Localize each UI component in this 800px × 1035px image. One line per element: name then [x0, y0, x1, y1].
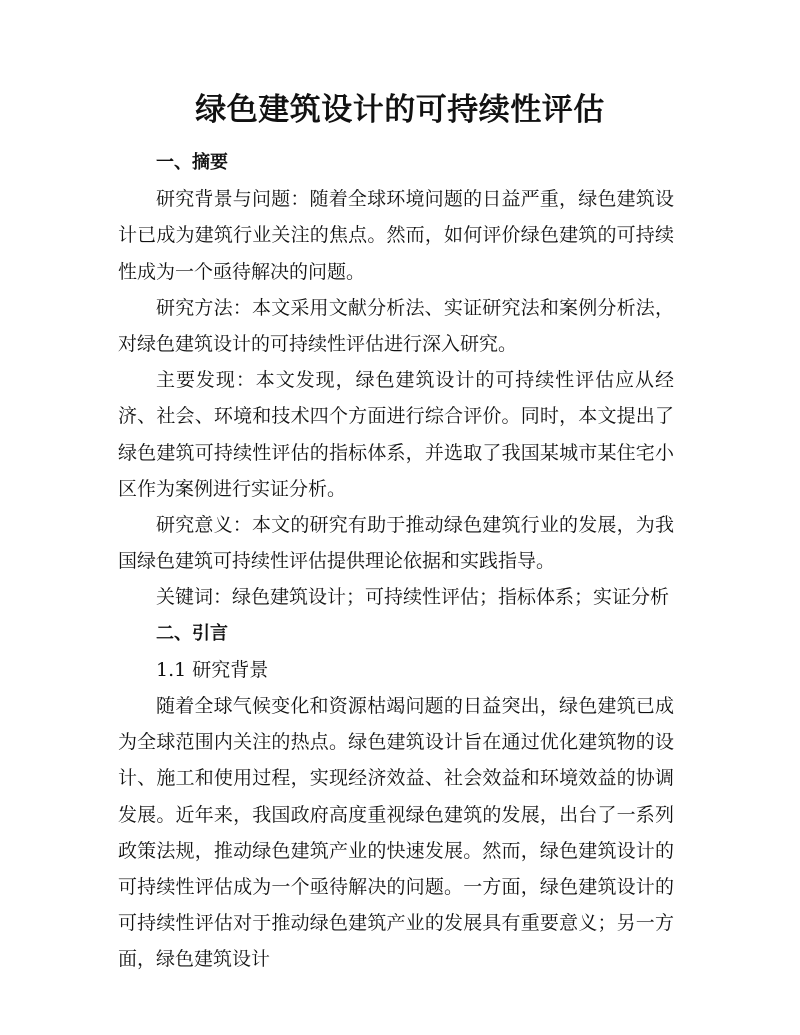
abstract-findings-paragraph: 主要发现：本文发现，绿色建筑设计的可持续性评估应从经济、社会、环境和技术四个方面进行综合评价。同时，本文提出了绿色建筑可持续性评估的指标体系，并选取了我国某城市某住宅小区作为案例进行实证分析。 [118, 369, 674, 500]
abstract-background-paragraph: 研究背景与问题：随着全球环境问题的日益严重，绿色建筑设计已成为建筑行业关注的焦点。然而，如何评价绿色建筑的可持续性成为一个亟待解决的问题。 [118, 188, 674, 283]
keywords-line: 关键词：绿色建筑设计；可持续性评估；指标体系；实证分析 [156, 586, 670, 609]
abstract-significance-paragraph: 研究意义：本文的研究有助于推动绿色建筑行业的发展，为我国绿色建筑可持续性评估提供理论依据和实践指导。 [118, 514, 674, 573]
section-heading-abstract: 一、摘要 [156, 152, 228, 173]
subsection-heading-research-background: 1.1 研究背景 [156, 658, 269, 681]
abstract-method-paragraph: 研究方法：本文采用文献分析法、实证研究法和案例分析法，对绿色建筑设计的可持续性评估进行深入研究。 [118, 296, 674, 356]
document-body [118, 145, 674, 978]
document-title: 绿色建筑设计的可持续性评估 [195, 92, 605, 128]
section-heading-introduction: 二、引言 [156, 622, 228, 644]
introduction-paragraph: 随着全球气候变化和资源枯竭问题的日益突出，绿色建筑已成为全球范围内关注的热点。绿色建筑设计旨在通过优化建筑物的设计、施工和使用过程，实现经济效益、社会效益和环境效益的协调发展。近年来，我国政府高度重视绿色建筑的发展，出台了一系列政策法规，推动绿色建筑产业的快速发展。然而，绿色建筑设计的可持续性评估成为一个亟待解决的问题。一方面，绿色建筑设计的可持续性评估对于推动绿色建筑产业的发展具有重要意义；另一方面，绿色建筑设计 [118, 695, 674, 971]
